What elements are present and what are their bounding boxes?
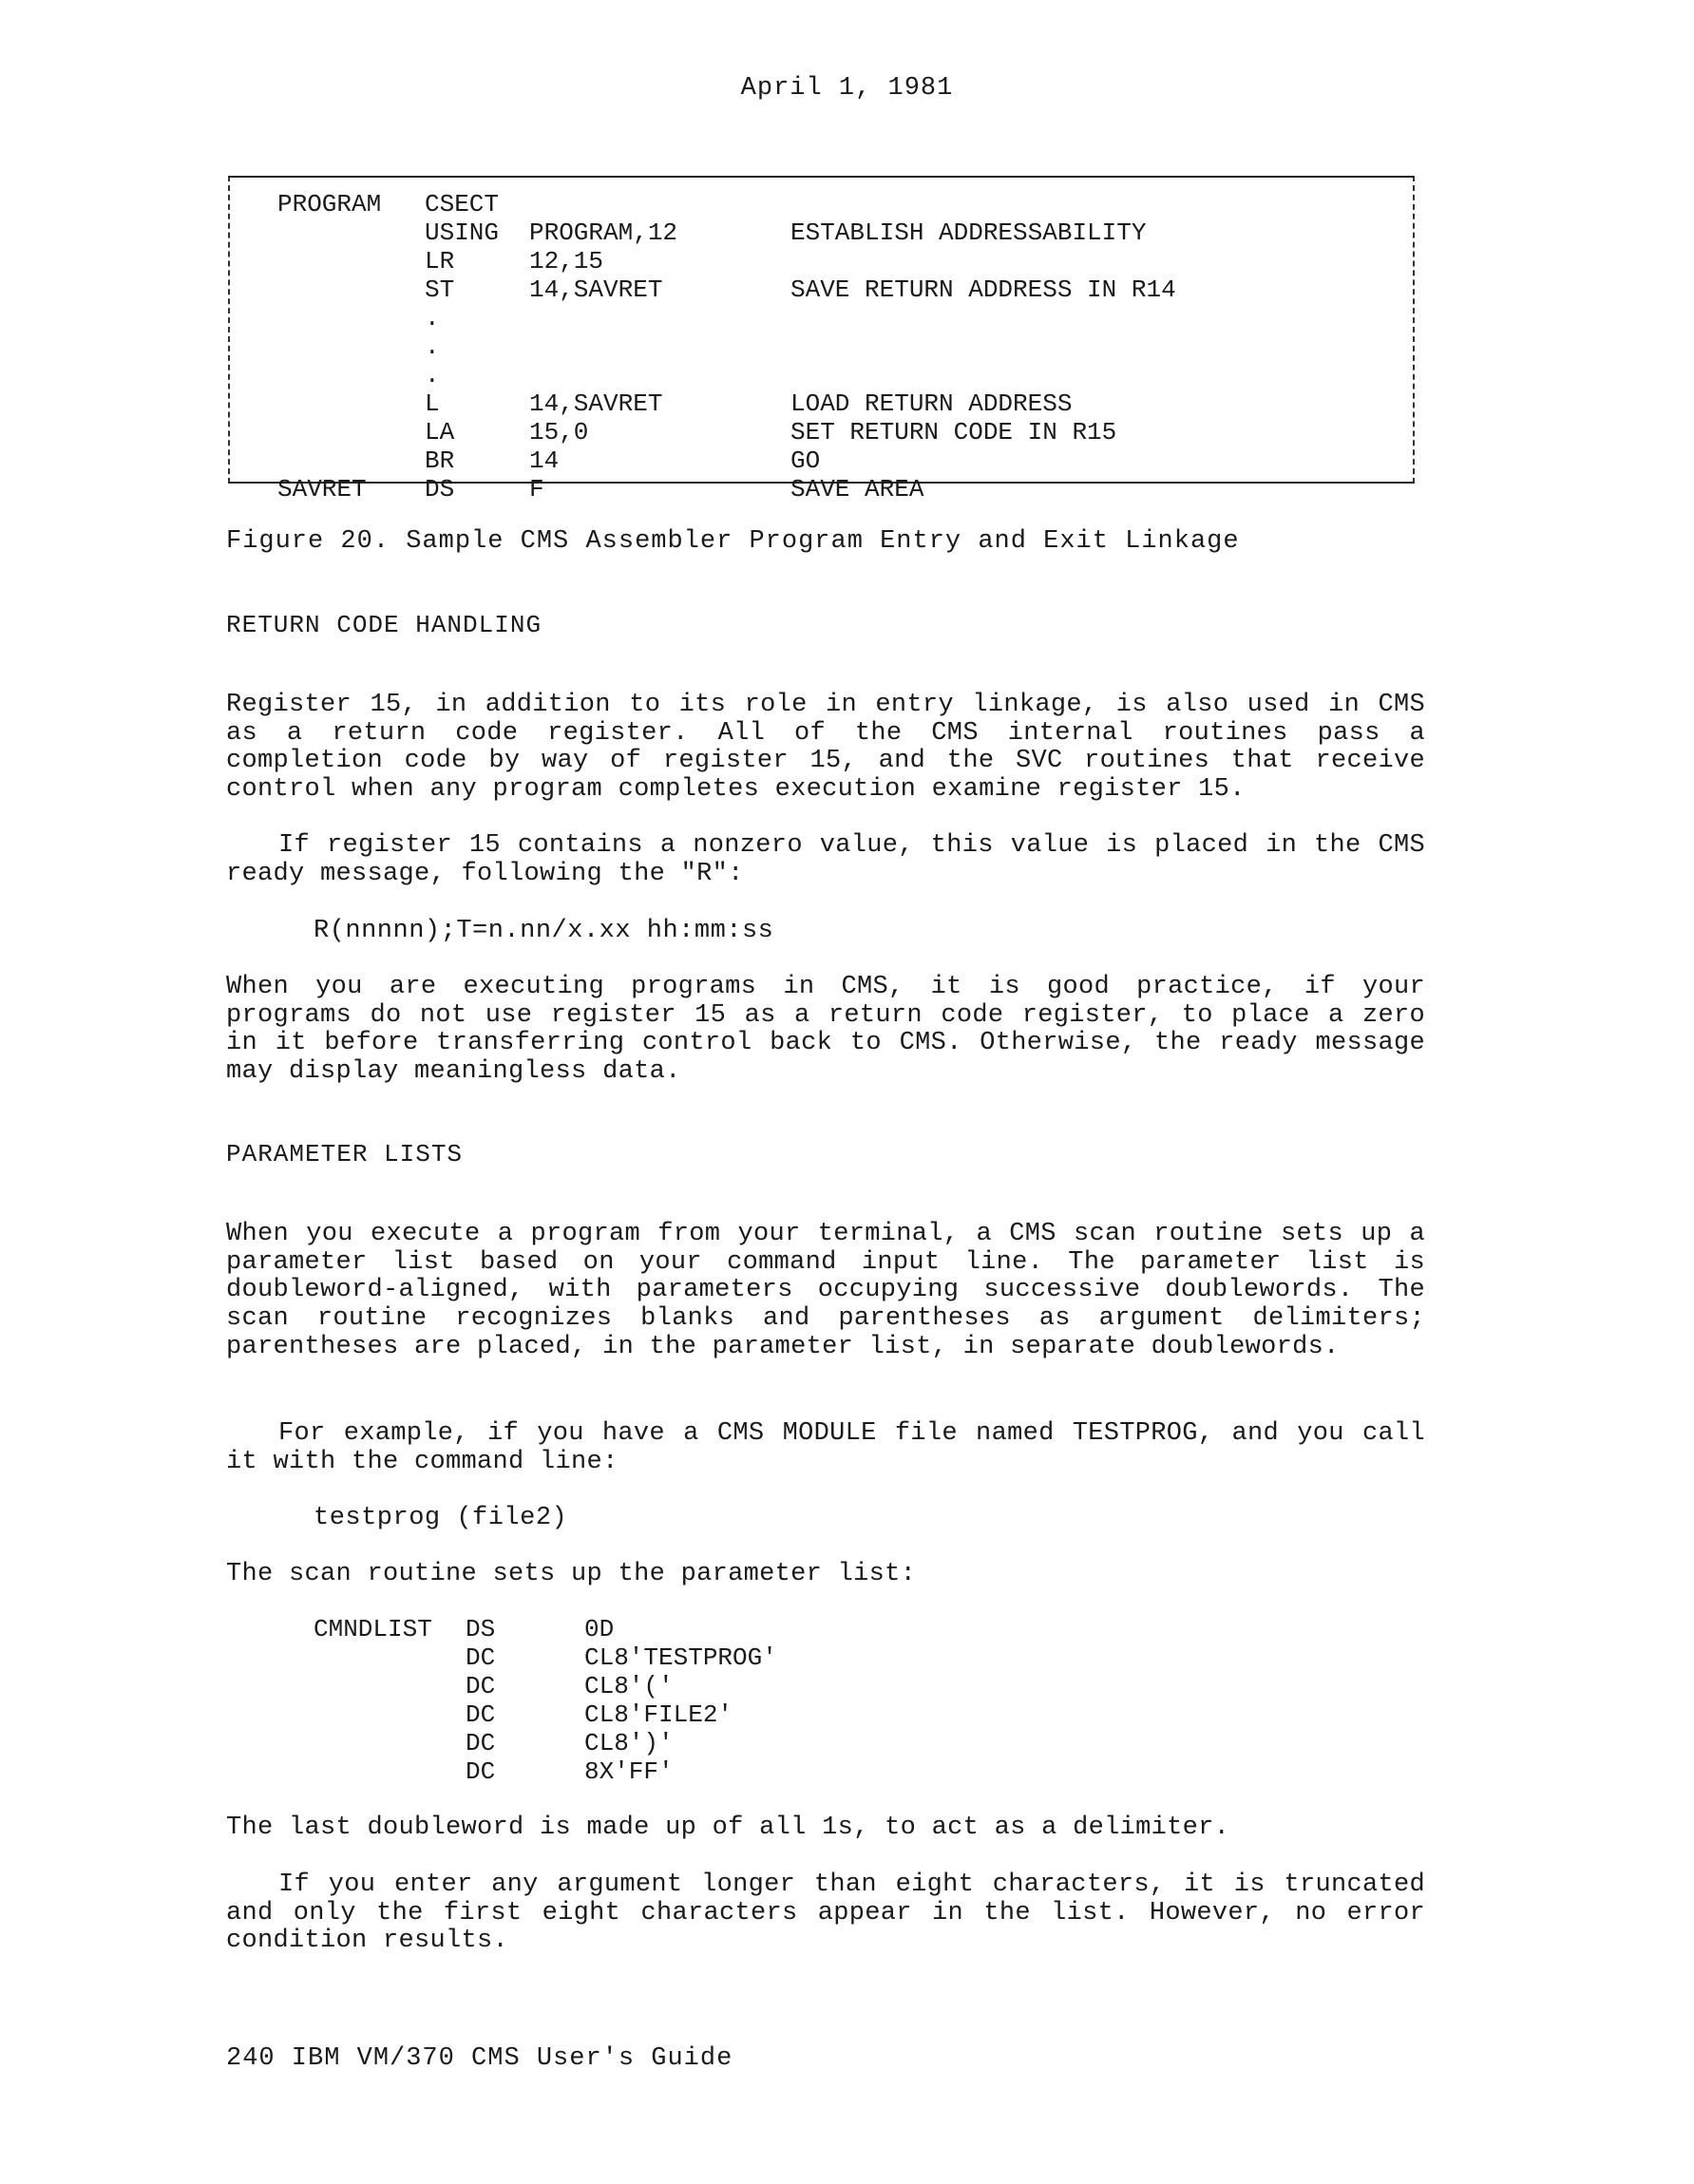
code-operand: 14,SAVRET bbox=[529, 275, 663, 304]
param-list-row bbox=[314, 1672, 674, 1700]
param-op: DC bbox=[466, 1729, 496, 1757]
param-list-row bbox=[314, 1643, 777, 1672]
code-op: . bbox=[425, 361, 440, 389]
param-operand: CL8')' bbox=[584, 1729, 674, 1757]
paragraph: When you are executing programs in CMS, it is good practice, if your programs do not use register 15 as a return code register, to place a zero in it before transferring control back to CMS. Otherwise, the ready message may display meaningless data. bbox=[226, 973, 1425, 1087]
code-op: BR bbox=[425, 446, 455, 475]
param-operand: CL8'FILE2' bbox=[584, 1700, 733, 1729]
code-label: PROGRAM bbox=[277, 190, 382, 218]
code-operand: 15,0 bbox=[529, 418, 589, 446]
param-list-row bbox=[314, 1757, 674, 1786]
code-comment: LOAD RETURN ADDRESS bbox=[790, 389, 1073, 418]
param-list-row bbox=[314, 1729, 674, 1757]
paragraph: The scan routine sets up the parameter list: bbox=[226, 1560, 917, 1588]
code-op: LA bbox=[425, 418, 455, 446]
param-operand: 8X'FF' bbox=[584, 1757, 674, 1786]
code-operand: 12,15 bbox=[529, 247, 604, 275]
paragraph: The last doubleword is made up of all 1s, to act as a delimiter. bbox=[226, 1814, 1230, 1842]
code-op: CSECT bbox=[425, 190, 500, 218]
param-op: DC bbox=[466, 1700, 496, 1729]
code-line bbox=[230, 304, 440, 332]
page-footer: 240 IBM VM/370 CMS User's Guide bbox=[226, 2044, 733, 2073]
code-comment: GO bbox=[790, 446, 821, 475]
code-comment: SET RETURN CODE IN R15 bbox=[790, 418, 1117, 446]
param-label: CMNDLIST bbox=[314, 1615, 432, 1643]
code-line bbox=[230, 446, 821, 475]
code-op: USING bbox=[425, 218, 500, 247]
param-list-row bbox=[314, 1615, 615, 1643]
code-line bbox=[230, 247, 604, 275]
code-operand: F bbox=[529, 475, 544, 503]
code-op: . bbox=[425, 304, 440, 332]
page-header-date: April 1, 1981 bbox=[740, 74, 954, 103]
code-line bbox=[230, 361, 440, 389]
section-heading-return-code: RETURN CODE HANDLING bbox=[226, 611, 542, 639]
code-op: ST bbox=[425, 275, 455, 304]
command-line-example: testprog (file2) bbox=[314, 1504, 568, 1532]
section-heading-parameter-lists: PARAMETER LISTS bbox=[226, 1140, 464, 1168]
code-operand: 14,SAVRET bbox=[529, 389, 663, 418]
paragraph: When you execute a program from your terminal, a CMS scan routine sets up a parameter list based on your command input line. The parameter list is doubleword-aligned, with parameters occupying successive doublewords. The scan routine recognizes blanks and parentheses as argument delimiters; parentheses are placed, in the parameter list, in separate doublewords. bbox=[226, 1220, 1425, 1361]
code-op: DS bbox=[425, 475, 455, 503]
param-op: DS bbox=[466, 1615, 496, 1643]
param-op: DC bbox=[466, 1643, 496, 1672]
figure-caption: Figure 20. Sample CMS Assembler Program Entry and Exit Linkage bbox=[226, 527, 1240, 556]
code-label: SAVRET bbox=[277, 475, 367, 503]
param-list-row bbox=[314, 1700, 733, 1729]
code-operand: 14 bbox=[529, 446, 560, 475]
code-op: . bbox=[425, 332, 440, 361]
paragraph: If you enter any argument longer than eight characters, it is truncated and only the first eight characters appear in the list. However, no error condition results. bbox=[226, 1871, 1425, 1956]
param-op: DC bbox=[466, 1757, 496, 1786]
param-op: DC bbox=[466, 1672, 496, 1700]
param-operand: 0D bbox=[584, 1615, 615, 1643]
code-comment: SAVE AREA bbox=[790, 475, 924, 503]
code-operand: PROGRAM,12 bbox=[529, 218, 678, 247]
code-line bbox=[230, 218, 1147, 247]
code-figure-box bbox=[228, 176, 1415, 503]
code-comment: SAVE RETURN ADDRESS IN R14 bbox=[790, 275, 1176, 304]
code-line bbox=[230, 332, 440, 361]
paragraph: Register 15, in addition to its role in entry linkage, is also used in CMS as a return code register. All of the CMS internal routines pass a completion code by way of register 15, and the SVC routines that receive control when any program completes execution examine register 15. bbox=[226, 691, 1425, 805]
param-operand: CL8'TESTPROG' bbox=[584, 1643, 777, 1672]
paragraph: For example, if you have a CMS MODULE file named TESTPROG, and you call it with the command line: bbox=[226, 1419, 1425, 1476]
code-line bbox=[230, 418, 1117, 446]
param-operand: CL8'(' bbox=[584, 1672, 674, 1700]
code-op: LR bbox=[425, 247, 455, 275]
code-line bbox=[230, 275, 1176, 304]
paragraph: If register 15 contains a nonzero value, this value is placed in the CMS ready message, following the "R": bbox=[226, 831, 1425, 888]
ready-message-example: R(nnnnn);T=n.nn/x.xx hh:mm:ss bbox=[314, 917, 774, 945]
code-line bbox=[230, 475, 924, 503]
code-line bbox=[230, 389, 1073, 418]
code-comment: ESTABLISH ADDRESSABILITY bbox=[790, 218, 1147, 247]
code-op: L bbox=[425, 389, 440, 418]
code-line bbox=[230, 190, 500, 218]
